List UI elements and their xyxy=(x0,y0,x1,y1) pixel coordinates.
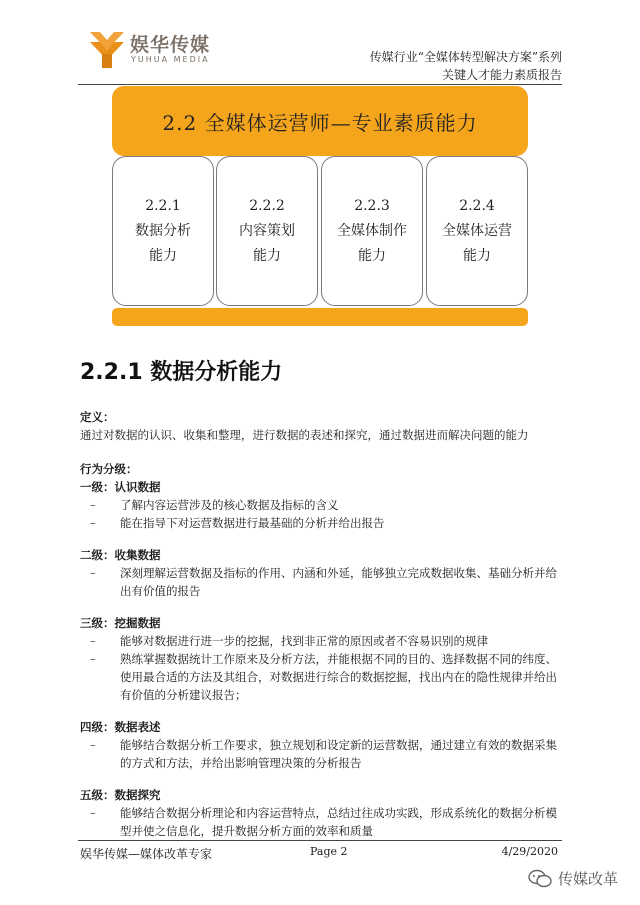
box-label: 全媒体制作 xyxy=(337,222,407,239)
list-item: – 了解内容运营涉及的核心数据及指标的含义 xyxy=(90,498,339,512)
competency-box-media-production xyxy=(321,156,423,306)
definition-text: 通过对数据的认识、收集和整理，进行数据的表述和探究，通过数据进而解决问题的能力 xyxy=(80,428,529,442)
list-item: – 熟练掌握数据统计工作原来及分析方法，并能根据不同的目的、选择数据不同的纬度、使用最合适的方法及其组合，对数据进行综合的数据挖掘，找出内在的隐性规律并给出有价值的分析建议报告； xyxy=(90,652,557,702)
section-content xyxy=(80,408,562,840)
competency-box-media-operation xyxy=(426,156,528,306)
level-title: 三级：挖掘数据 xyxy=(80,616,161,630)
footer-date: 4/29/2020 xyxy=(501,845,558,858)
section-title: 2.2.1 数据分析能力 xyxy=(80,360,283,385)
definition-label: 定义： xyxy=(80,410,115,424)
header-title xyxy=(370,48,562,84)
page-number: Page 2 xyxy=(310,845,348,858)
competency-box-content-planning xyxy=(216,156,318,306)
list-item: – 能够结合数据分析理论和内容运营特点，总结过往成功实践，形成系统化的数据分析模型并使之信息化，提升数据分析方面的效率和质量 xyxy=(90,806,557,838)
diagram-bottom-bar xyxy=(112,308,528,326)
box-label-suffix: 能力 xyxy=(149,247,177,264)
level-title: 二级：收集数据 xyxy=(80,548,161,562)
levels-label: 行为分级： xyxy=(80,462,138,476)
wechat-watermark xyxy=(528,868,618,889)
level-title: 四级：数据表述 xyxy=(80,720,161,734)
header-report: 关键人才能力素质报告 xyxy=(441,68,562,82)
box-number: 2.2.3 xyxy=(354,197,390,214)
footer-divider xyxy=(78,840,562,841)
box-label-suffix: 能力 xyxy=(463,247,491,264)
box-label: 数据分析 xyxy=(135,222,191,239)
box-label-suffix: 能力 xyxy=(253,247,281,264)
footer-company: 娱华传媒—媒体改革专家 xyxy=(80,847,213,861)
box-label: 全媒体运营 xyxy=(442,222,512,239)
list-item: – 能够结合数据分析工作要求，独立规划和设定新的运营数据，通过建立有效的数据采集的方式和方法，并给出影响管理决策的分析报告 xyxy=(90,738,557,770)
list-item: – 能够对数据进行进一步的挖掘，找到非正常的原因或者不容易识别的规律 xyxy=(90,634,488,648)
box-number: 2.2.4 xyxy=(459,197,495,214)
diagram-boxes xyxy=(112,156,528,306)
box-label-suffix: 能力 xyxy=(358,247,386,264)
diagram-banner: 2.2 全媒体运营师—专业素质能力 xyxy=(112,86,528,156)
competency-box-data-analysis xyxy=(112,156,214,306)
level-title: 一级：认识数据 xyxy=(80,480,161,494)
list-item: – 深刻理解运营数据及指标的作用、内涵和外延，能够独立完成数据收集、基础分析并给出有价值的报告 xyxy=(90,566,557,598)
header-series: 传媒行业“全媒体转型解决方案”系列 xyxy=(369,50,562,64)
list-item: – 能在指导下对运营数据进行最基础的分析并给出报告 xyxy=(90,516,385,530)
box-number: 2.2.1 xyxy=(145,197,181,214)
logo-chinese-name: 娱华传媒 xyxy=(130,34,211,56)
company-logo xyxy=(88,28,211,70)
logo-mark-icon xyxy=(88,28,126,68)
logo-english-name: YUHUA MEDIA xyxy=(131,55,210,64)
box-label: 内容策划 xyxy=(239,222,295,239)
wechat-icon xyxy=(528,869,552,889)
watermark-text: 传媒改革 xyxy=(557,870,618,888)
header-divider xyxy=(78,84,562,85)
box-number: 2.2.2 xyxy=(249,197,285,214)
level-title: 五级：数据探究 xyxy=(80,788,161,802)
